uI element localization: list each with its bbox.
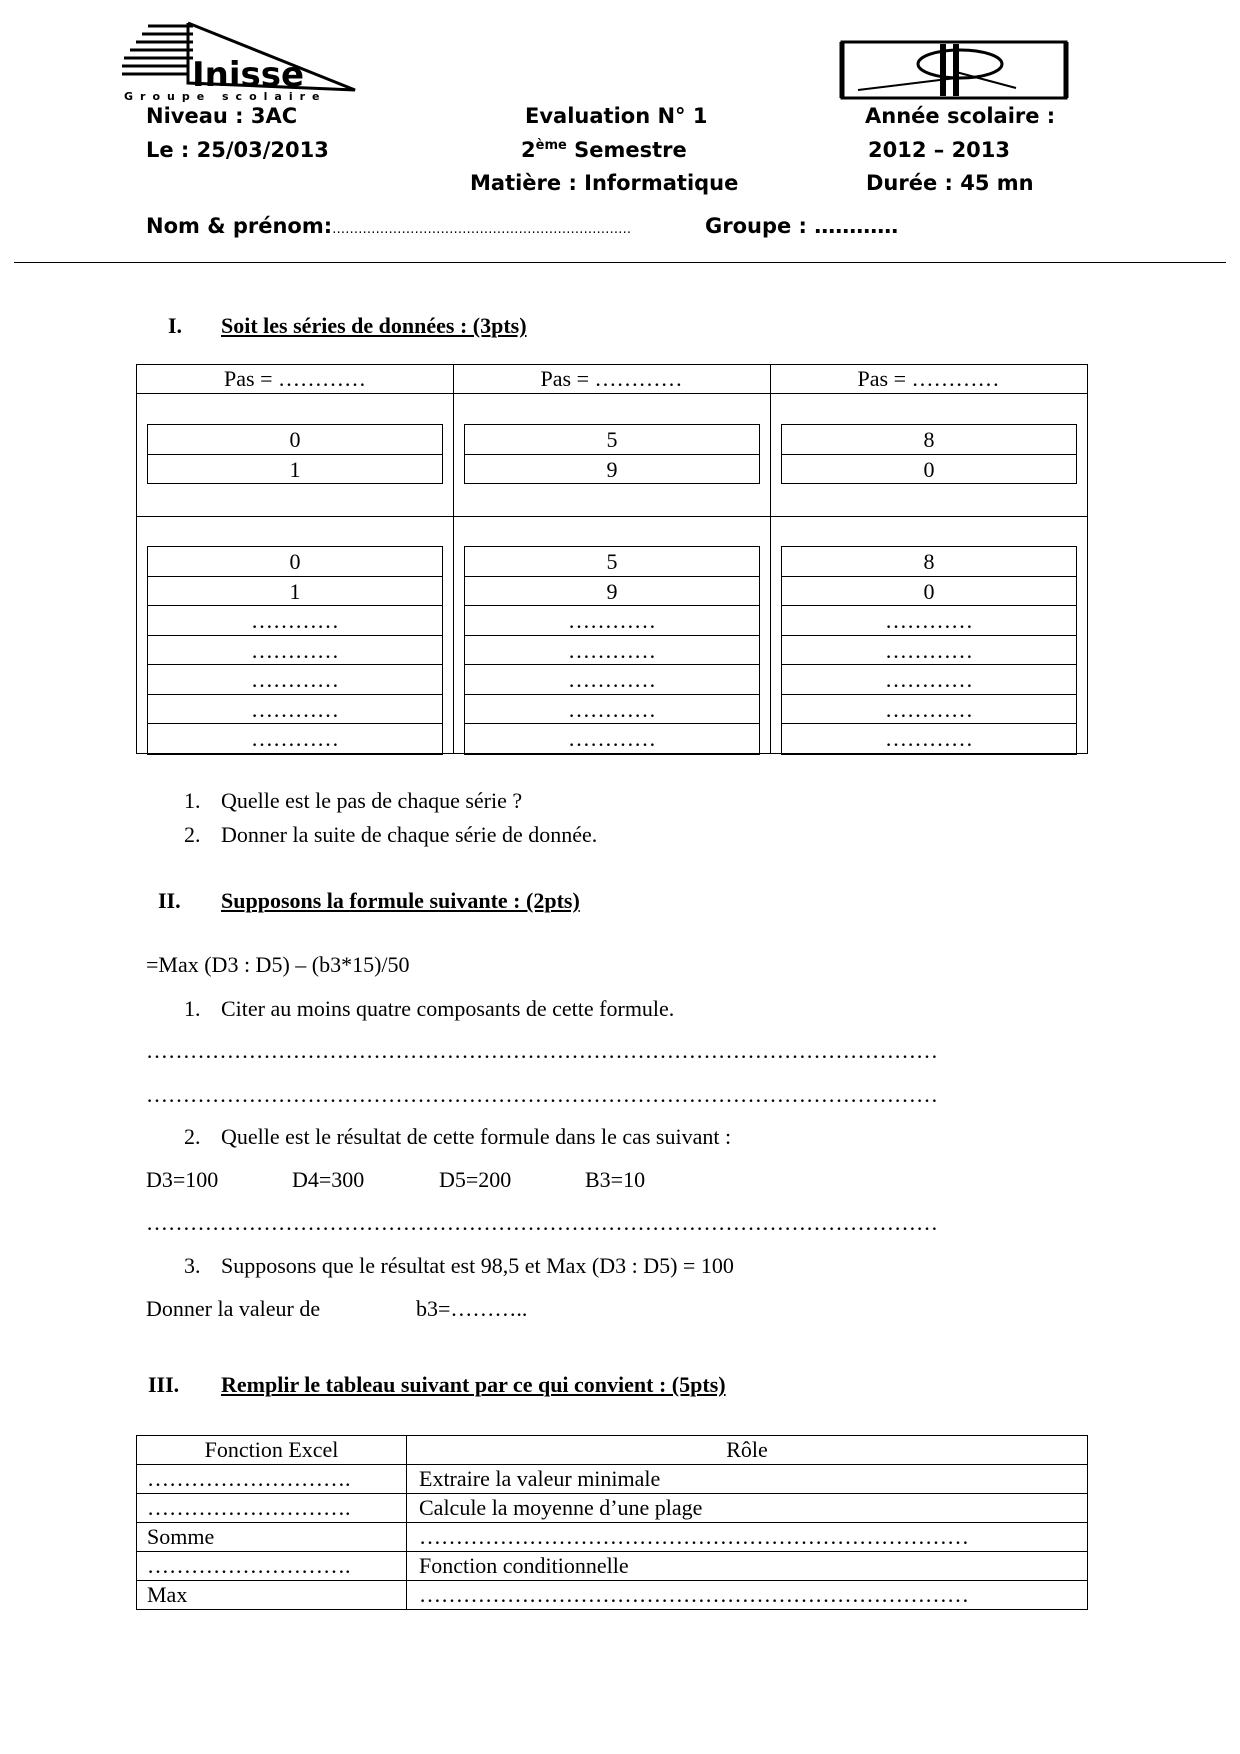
logo-subtext: Groupe scolaire	[124, 90, 327, 103]
fonction-cell[interactable]: ……………………….	[137, 1494, 407, 1523]
series-answer-cell[interactable]: …………	[148, 606, 442, 636]
groupe-field[interactable]: Groupe : …………	[705, 214, 899, 238]
series-cell: 0	[782, 577, 1076, 607]
series-answer-cell[interactable]: …………	[782, 665, 1076, 695]
role-cell[interactable]: …………………………………………………………………	[407, 1581, 1088, 1610]
duree: Durée : 45 mn	[866, 171, 1034, 195]
fonction-cell[interactable]: ……………………….	[137, 1552, 407, 1581]
series-box-top-3	[781, 424, 1077, 484]
donner-label: Donner la valeur de	[146, 1296, 321, 1321]
series-cell: 1	[148, 577, 442, 607]
semestre-word: Semestre	[574, 138, 687, 162]
series-cell: 9	[606, 456, 618, 482]
annee-label: Année scolaire :	[865, 104, 1056, 128]
section2-question-3: Supposons que le résultat est 98,5 et Max (D3 : D5) = 100	[221, 1253, 734, 1278]
series-cell: 0	[148, 547, 442, 577]
table-row	[137, 1494, 1088, 1523]
value-b3: B3=10	[585, 1167, 646, 1192]
series-row-divider	[137, 393, 1087, 394]
nom-field[interactable]	[146, 214, 631, 238]
niveau: Niveau : 3AC	[146, 104, 298, 128]
question-number: 2.	[184, 1124, 201, 1149]
table-row	[137, 1581, 1088, 1610]
value-d3: D3=100	[146, 1167, 219, 1192]
emblem-logo	[838, 40, 1070, 100]
section1-number: I.	[168, 313, 183, 338]
series-answer-cell[interactable]: …………	[782, 606, 1076, 636]
series-answer-cell[interactable]: …………	[465, 665, 759, 695]
pas-3[interactable]: Pas = …………	[857, 366, 1000, 391]
table-row	[137, 1465, 1088, 1494]
series-col-divider	[453, 365, 454, 753]
value-d4: D4=300	[292, 1167, 365, 1192]
series-cell: 0	[923, 456, 935, 482]
role-cell[interactable]: …………………………………………………………………	[407, 1523, 1088, 1552]
series-cell: 8	[782, 547, 1076, 577]
series-answer-cell[interactable]: …………	[465, 606, 759, 636]
role-cell: Fonction conditionnelle	[407, 1552, 1088, 1581]
series-cell: 1	[289, 456, 301, 482]
series-answer-cell[interactable]: …………	[568, 726, 656, 751]
series-box-bottom-3	[781, 546, 1077, 755]
series-answer-cell[interactable]: …………	[885, 726, 973, 751]
date: Le : 25/03/2013	[146, 138, 329, 162]
series-box-bottom-1	[147, 546, 443, 755]
series-row-divider	[137, 516, 1087, 517]
nom-fill: ……………………………………………………………	[332, 222, 632, 237]
series-table	[136, 364, 1088, 754]
fonction-cell[interactable]: ……………………….	[137, 1465, 407, 1494]
series-box-bottom-2	[464, 546, 760, 755]
nom-label: Nom & prénom:	[146, 214, 333, 238]
series-answer-cell[interactable]: …………	[148, 636, 442, 666]
role-cell: Calcule la moyenne d’une plage	[407, 1494, 1088, 1523]
answer-line[interactable]: ………………………………………………………………………………………………	[146, 1210, 938, 1235]
series-answer-cell[interactable]: …………	[782, 636, 1076, 666]
series-answer-cell[interactable]: …………	[465, 636, 759, 666]
column-header-fonction: Fonction Excel	[137, 1436, 407, 1465]
series-cell: 5	[465, 547, 759, 577]
series-answer-cell[interactable]: …………	[148, 695, 442, 725]
series-col-divider	[770, 365, 771, 753]
fonction-cell: Max	[137, 1581, 407, 1610]
b3-answer[interactable]: b3=………..	[416, 1296, 528, 1321]
matiere: Matière : Informatique	[470, 171, 739, 195]
table-header-row	[137, 1436, 1088, 1465]
logo-text: Inisse	[192, 55, 305, 95]
series-cell: 0	[148, 425, 442, 455]
column-header-role: Rôle	[407, 1436, 1088, 1465]
answer-line[interactable]: ………………………………………………………………………………………………	[146, 1082, 938, 1107]
answer-line[interactable]: ………………………………………………………………………………………………	[146, 1038, 938, 1063]
question-number: 2.	[184, 822, 201, 847]
table-row	[137, 1523, 1088, 1552]
header-divider	[14, 262, 1226, 263]
series-answer-cell[interactable]: …………	[251, 726, 339, 751]
section1-question-1: Quelle est le pas de chaque série ?	[221, 788, 523, 813]
series-answer-cell[interactable]: …………	[782, 695, 1076, 725]
semestre-num: 2	[521, 138, 536, 162]
section2-title: Supposons la formule suivante : (2pts)	[221, 888, 580, 913]
series-cell: 8	[782, 425, 1076, 455]
section2-question-2: Quelle est le résultat de cette formule dans le cas suivant :	[221, 1124, 732, 1149]
series-answer-cell[interactable]: …………	[465, 695, 759, 725]
question-number: 1.	[184, 996, 201, 1021]
annee-value: 2012 – 2013	[868, 138, 1011, 162]
table-row	[137, 1552, 1088, 1581]
pas-1[interactable]: Pas = …………	[224, 366, 366, 391]
role-cell: Extraire la valeur minimale	[407, 1465, 1088, 1494]
series-cell: 9	[465, 577, 759, 607]
semestre-sup: ème	[535, 138, 567, 153]
fonction-cell: Somme	[137, 1523, 407, 1552]
series-box-top-1	[147, 424, 443, 484]
section1-question-2: Donner la suite de chaque série de donnée.	[221, 822, 598, 847]
evaluation-title: Evaluation N° 1	[525, 104, 708, 128]
section1-title: Soit les séries de données : (3pts)	[221, 313, 527, 338]
section3-title: Remplir le tableau suivant par ce qui convient : (5pts)	[221, 1372, 726, 1397]
series-answer-cell[interactable]: …………	[148, 665, 442, 695]
series-box-top-2	[464, 424, 760, 484]
question-number: 1.	[184, 788, 201, 813]
school-logo	[118, 18, 358, 104]
excel-functions-table	[136, 1435, 1088, 1610]
question-number: 3.	[184, 1253, 201, 1278]
section2-number: II.	[158, 888, 181, 913]
series-cell: 5	[465, 425, 759, 455]
value-d5: D5=200	[439, 1167, 512, 1192]
pas-2[interactable]: Pas = …………	[540, 366, 683, 391]
semestre	[521, 138, 687, 162]
formula: =Max (D3 : D5) – (b3*15)/50	[146, 952, 410, 977]
section3-number: III.	[148, 1372, 180, 1397]
section2-question-1: Citer au moins quatre composants de cette formule.	[221, 996, 675, 1021]
